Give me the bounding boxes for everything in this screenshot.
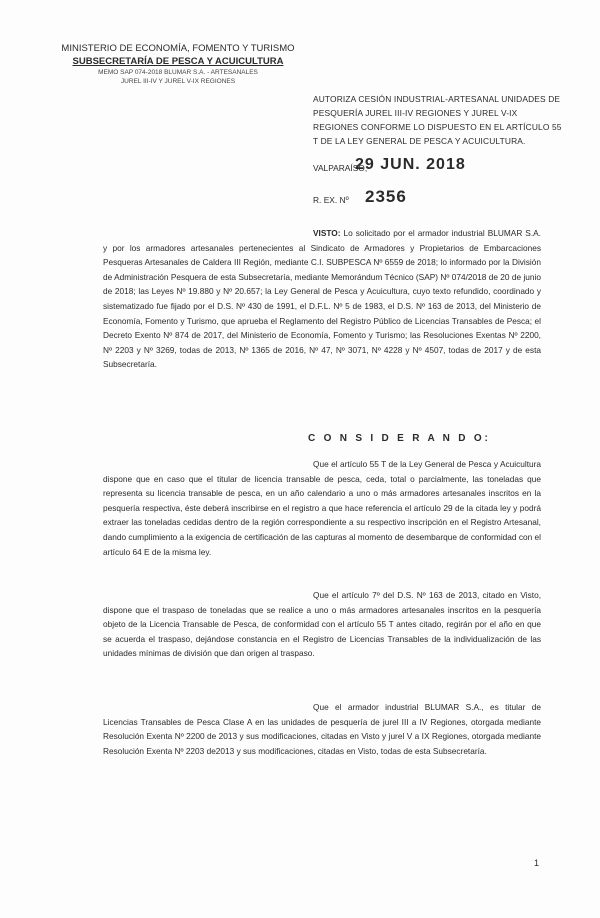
- resolution-subject: AUTORIZA CESIÓN INDUSTRIAL-ARTESANAL UNIDADES DE PESQUERÍA JUREL III-IV REGIONES Y JUREL V-IX REGIONES CONFORME LO DISPUESTO EN EL ARTÍCULO 55 T DE LA LEY GENERAL DE PESCA Y ACUICULTURA.: [313, 94, 562, 146]
- considerando-paragraph-1: Que el artículo 55 T de la Ley General de Pesca y Acuicultura dispone que en caso que el titular de licencia transable de pesca, ceda, total o parcialmente, las toneladas que representa su licencia transable de pesca, en un año calendario a uno o más armadores artesanales inscritos en la pesquería respectiva, éste deberá inscribirse en el registro a que hace referencia el artículo 29 de la citada ley y podrá extraer las toneladas cedidas dentro de la región correspondiente a su respectivo inscripción en el Registro Artesanal, dando cumplimiento a la exigencia de certificación de las capturas al momento de desembarque de conformidad con el artículo 64 E de la misma ley.: [103, 459, 541, 557]
- date-city-label: VALPARAÍSO,: [313, 163, 368, 173]
- considerando-paragraph-3: Que el armador industrial BLUMAR S.A., es titular de Licencias Transables de Pesca Clase A en las unidades de pesquería de jurel III a IV Regiones, otorgada mediante Resolución Exenta Nº 2200 de 2013 y sus modificaciones, citadas en Visto y jurel V a IX Regiones, otorgada mediante Resolución Exenta Nº 2203 de2013 y sus modificaciones, citadas en Visto, todas de esta Subsecretaría.: [103, 702, 541, 756]
- memo-reference: MEMO SAP 074-2018 BLUMAR S.A. - ARTESANALES: [98, 69, 258, 76]
- considerando-paragraph-2: Que el artículo 7º del D.S. Nº 163 de 2013, citado en Visto, dispone que el traspaso de toneladas que se realice a uno o más armadores artesanales inscritos en la pesquería objeto de la Licencia Transable de Pesca, de conformidad con el artículo 55 T antes citado, regirán por el año en que se acuerda el traspaso, dejándose constancia en el Registro de Licencias Transables de la individualización de las unidades mínimas de división que dan origen al traspaso.: [103, 590, 541, 659]
- visto-heading: VISTO:: [313, 228, 341, 238]
- resolution-label: R. EX. Nº: [313, 195, 349, 205]
- resolution-number: 2356: [365, 187, 407, 206]
- page-number: 1: [534, 858, 540, 868]
- date-stamp: 29 JUN. 2018: [355, 156, 466, 173]
- visto-text: Lo solicitado por el armador industrial BLUMAR S.A. y por los armadores artesanales pertenecientes al Sindicato de Armadores y Propietarios de Embarcaciones Pesqueras Artesanales de Caldera III Región, mediante C.I. SUBPESCA Nº 6559 de 2018; lo informado por la División de Administración Pesquera de esta Subsecretaría, mediante Memorándum Técnico (SAP) Nº 074/2018 de 20 de junio de 2018; las Leyes Nº 19.880 y Nº 20.657; la Ley General de Pesca y Acuicultura, cuyo texto refundido, coordinado y sistematizado fue fijado por el D.S. Nº 430 de 1991, el D.F.L. Nº 5 de 1983, el D.S. Nº 163 de 2013, del Ministerio de Economía, Fomento y Turismo, que aprueba el Reglamento del Registro Público de Licencias Transables de Pesca; el Decreto Exento Nº 874 de 2017, del Ministerio de Economía, Fomento y Turismo; las Resoluciones Exentas Nº 2200, Nº 2203 y Nº 3269, todas de 2013, Nº 1365 de 2016, Nº 47, Nº 3071, Nº 4228 y Nº 4507, todas de 2017 y de esta Subsecretaría.: [103, 228, 541, 370]
- ministry-name: MINISTERIO DE ECONOMÍA, FOMENTO Y TURISMO: [61, 43, 295, 54]
- subsecretaria-name: SUBSECRETARÍA DE PESCA Y ACUICULTURA: [72, 56, 284, 67]
- considerando-heading: C O N S I D E R A N D O:: [308, 433, 491, 444]
- visto-paragraph: [103, 226, 541, 372]
- letterhead: [58, 42, 298, 86]
- memo-reference-species: JUREL III-IV Y JUREL V-IX REGIONES: [120, 78, 236, 85]
